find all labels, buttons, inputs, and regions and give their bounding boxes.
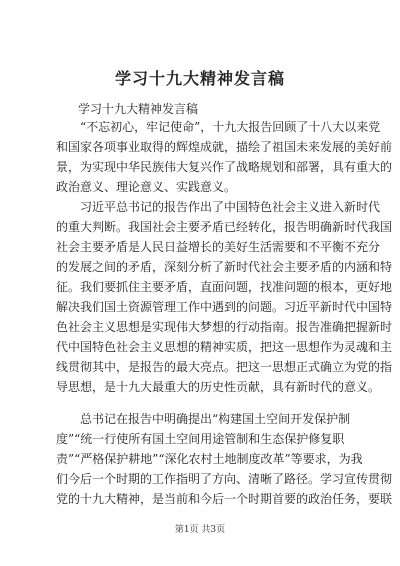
paragraph-line: 的重大判断。我国社会主要矛盾已经转化，报告明确新时代我国 [56,220,393,234]
paragraph-line: “不忘初心，牢记使命”，十九大报告回顾了十八大以来党 [80,120,381,134]
paragraph-line: 社会主要矛盾是人民日益增长的美好生活需要和不平衡不充分 [56,240,381,254]
paragraph-line: 和国家各项事业取得的辉煌成就，描绘了祖国未来发展的美好前 [56,140,393,154]
paragraph-line: 代中国特色社会主义思想的精神实质，把这一思想作为灵魂和主 [56,340,393,354]
paragraph-line: 征。我们要抓住主要矛盾，直面问题，找准问题的根本，更好地 [56,280,393,294]
paragraph-line: 导思想，是十九大最重大的历史性贡献，具有新时代的意义。 [56,380,381,394]
paragraph-line: 色社会主义思想是实现伟大梦想的行动指南。报告准确把握新时 [56,320,393,334]
paragraph-1 [56,117,393,197]
paragraph-line: 党的十九大精神，是当前和今后一个时期首要的政治任务，要联 [56,492,393,506]
document-subtitle: 学习十九大精神发言稿 [78,102,199,116]
paragraph-line: 度”“统一行使所有国土空间用途管制和生态保护修复职 [56,432,345,446]
paragraph-line: 解决我们国土资源管理工作中遇到的问题。习近平新时代中国特 [56,300,393,314]
paragraph-line: 习近平总书记的报告作出了中国特色社会主义进入新时代 [80,200,381,214]
paragraph-line: 责”“严格保护耕地”“深化农村土地制度改革”等要求，为我 [56,452,363,466]
document-title: 学习十九大精神发言稿 [114,69,285,88]
paragraph-line: 们今后一个时期的工作指明了方向、清晰了路径。学习宣传贯彻 [56,472,393,486]
paragraph-line: 总书记在报告中明确提出“构建国土空间开发保护制 [80,412,351,426]
paragraph-line: 线贯彻其中，是报告的最大亮点。把这一思想正式确立为党的指 [56,360,393,374]
paragraph-line: 景，为实现中华民族伟大复兴作了战略规划和部署，具有重大的 [56,160,393,174]
paragraph-2 [56,197,393,397]
page-number-footer: 第1页 共3页 [174,525,226,535]
paragraph-3 [56,409,393,509]
paragraph-line: 政治意义、理论意义、实践意义。 [56,180,237,194]
paragraph-line: 的发展之间的矛盾，深刻分析了新时代社会主要矛盾的内涵和特 [56,260,393,274]
